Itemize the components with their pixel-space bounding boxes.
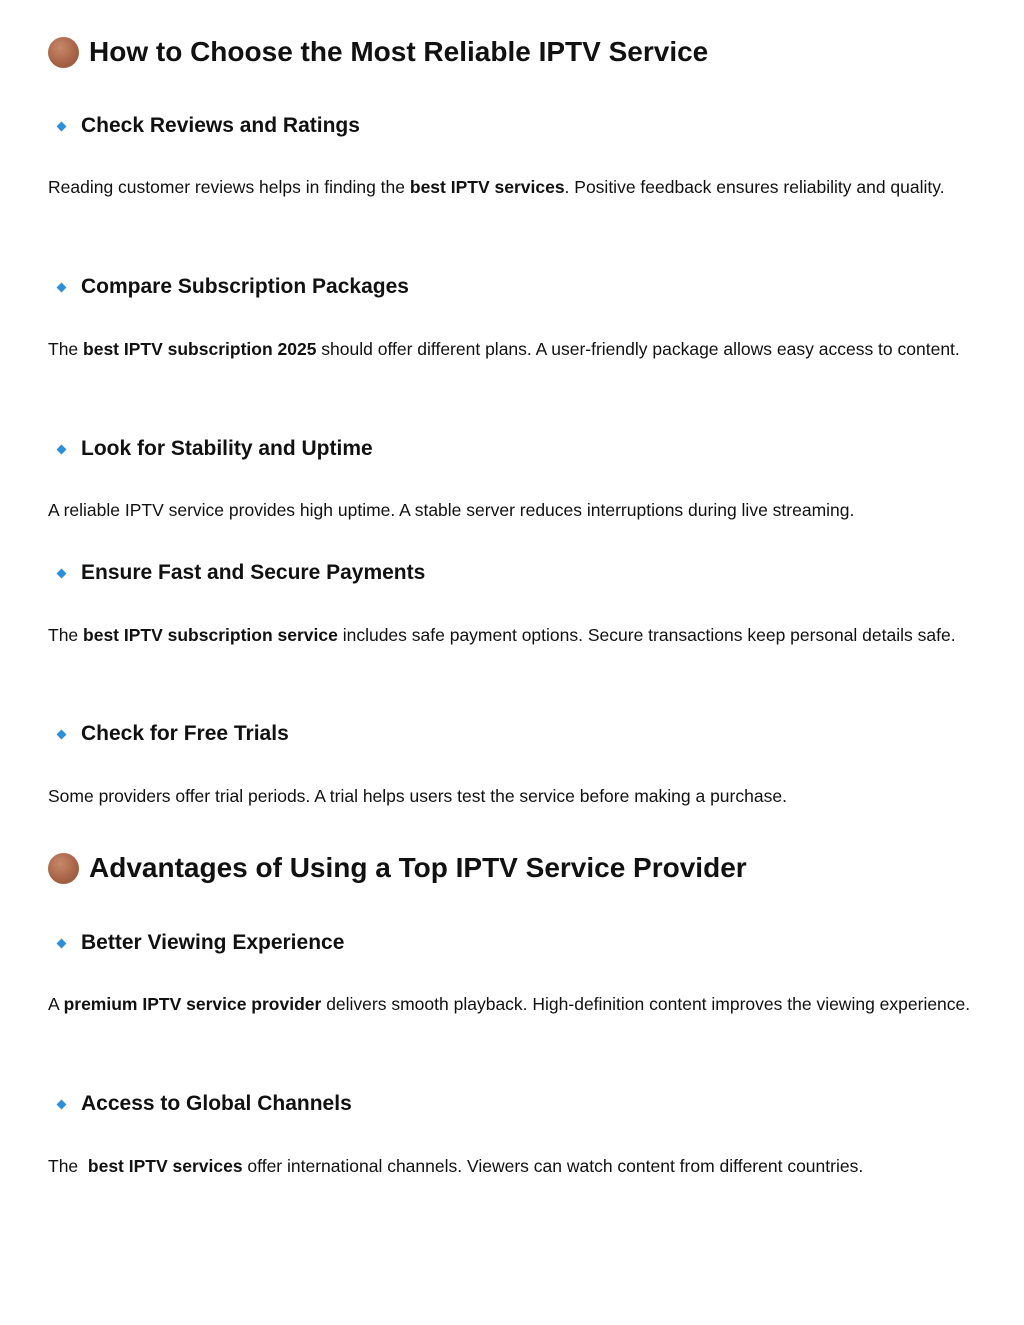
paragraph-text: delivers smooth playback. High-definition content improves the viewing experience. xyxy=(321,994,971,1014)
paragraph-text: A reliable IPTV service provides high uptime. A stable server reduces interruptions during live streaming. xyxy=(48,500,855,520)
blue-diamond-icon xyxy=(57,1099,67,1109)
subsection-heading-text: Look for Stability and Uptime xyxy=(81,437,373,460)
paragraph-bold-text: best IPTV services xyxy=(409,177,565,197)
brown-circle-icon xyxy=(48,37,79,68)
section-heading-text: How to Choose the Most Reliable IPTV Service xyxy=(89,36,709,67)
paragraph-bold-text: best IPTV subscription 2025 xyxy=(83,339,317,359)
subsection-heading xyxy=(48,721,289,747)
subsection-heading-text: Check Reviews and Ratings xyxy=(81,114,360,137)
subsection-heading-text: Ensure Fast and Secure Payments xyxy=(81,561,426,584)
subsection-heading-text: Check for Free Trials xyxy=(81,722,289,745)
blue-diamond-icon xyxy=(57,729,67,739)
blue-diamond-icon xyxy=(57,938,67,948)
subsection-heading xyxy=(48,930,344,956)
paragraph-bold-text: best IPTV subscription service xyxy=(83,625,338,645)
paragraph-text: A xyxy=(48,994,64,1014)
section-heading-text: Advantages of Using a Top IPTV Service Provider xyxy=(89,852,747,883)
paragraph-text: includes safe payment options. Secure transactions keep personal details safe. xyxy=(337,625,956,645)
paragraph xyxy=(48,1148,973,1185)
paragraph-text: The xyxy=(48,625,84,645)
paragraph xyxy=(48,778,973,815)
blue-diamond-icon xyxy=(57,444,67,454)
paragraph-text: The xyxy=(48,339,84,359)
paragraph-text: should offer different plans. A user-friendly package allows easy access to content. xyxy=(316,339,960,359)
subsection-heading-text: Better Viewing Experience xyxy=(81,931,345,954)
blue-diamond-icon xyxy=(57,568,67,578)
paragraph xyxy=(48,169,973,206)
subsection-heading xyxy=(48,436,373,462)
paragraph xyxy=(48,617,973,654)
subsection-heading-text: Compare Subscription Packages xyxy=(81,275,409,298)
paragraph-text: Some providers offer trial periods. A trial helps users test the service before making a purchase. xyxy=(48,786,787,806)
brown-circle-icon xyxy=(48,853,79,884)
paragraph-bold-text: best IPTV services xyxy=(87,1156,243,1176)
paragraph xyxy=(48,492,973,529)
subsection-heading-text: Access to Global Channels xyxy=(81,1092,352,1115)
subsection-heading xyxy=(48,560,425,586)
paragraph xyxy=(48,331,973,368)
paragraph-text: offer international channels. Viewers can watch content from different countries. xyxy=(242,1156,864,1176)
subsection-heading xyxy=(48,113,360,139)
blue-diamond-icon xyxy=(57,121,67,131)
subsection-heading xyxy=(48,1091,352,1117)
section-heading xyxy=(48,851,747,885)
paragraph-text: . Positive feedback ensures reliability and quality. xyxy=(564,177,945,197)
paragraph xyxy=(48,986,973,1023)
blue-diamond-icon xyxy=(57,282,67,292)
section-heading xyxy=(48,35,708,69)
paragraph-bold-text: premium IPTV service provider xyxy=(63,994,322,1014)
paragraph-text: Reading customer reviews helps in finding the xyxy=(48,177,410,197)
paragraph-text: The xyxy=(48,1156,88,1176)
subsection-heading xyxy=(48,274,409,300)
